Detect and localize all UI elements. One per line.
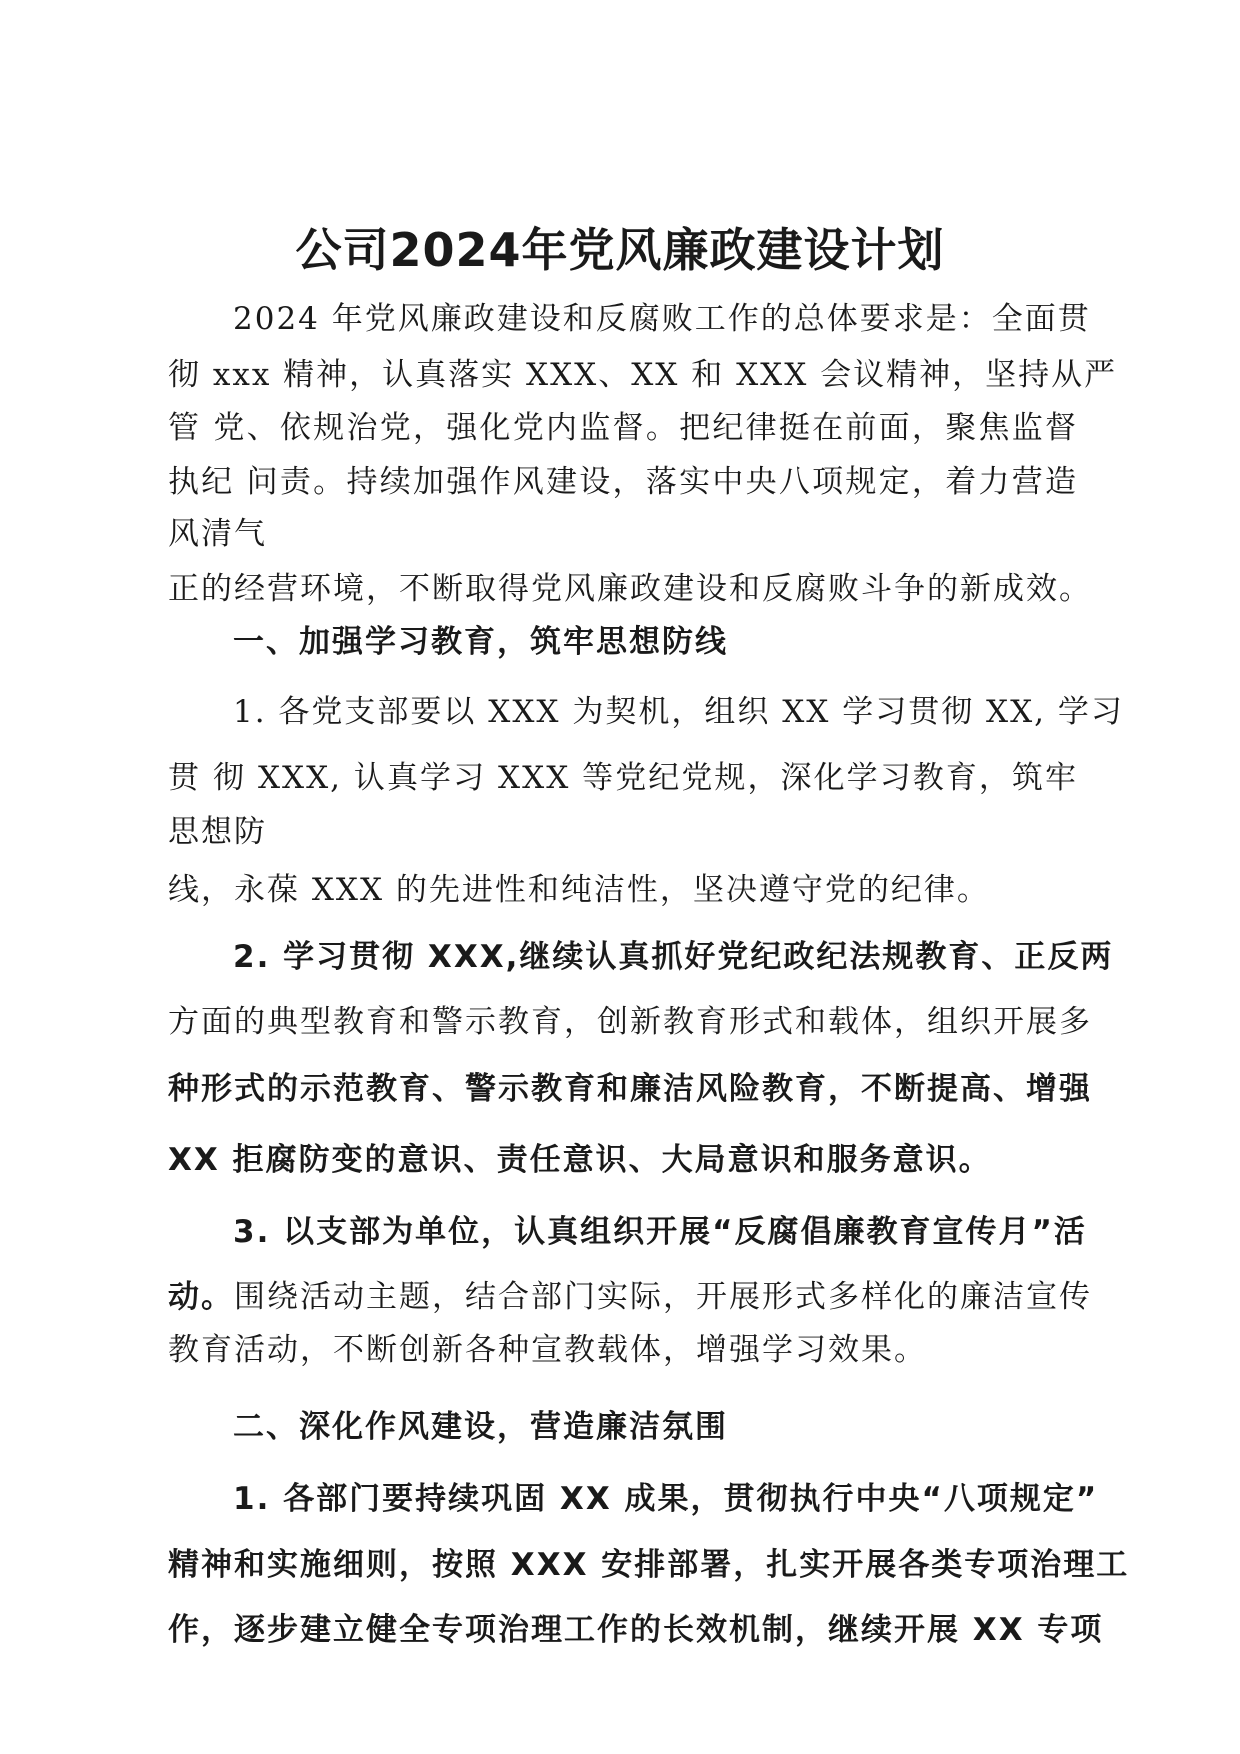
paragraph-line: 作，逐步建立健全专项治理工作的长效机制，继续开展 XX 专项 <box>168 1612 1104 1648</box>
section-heading: 二、深化作风建设，营造廉洁氛围 <box>233 1409 728 1445</box>
intro-line: 管 党、依规治党，强化党内监督。把纪律挺在前面，聚焦监督 <box>168 410 1078 446</box>
paragraph-line: 3. 以支部为单位，认真组织开展“反腐倡廉教育宣传月”活 <box>233 1214 1087 1250</box>
intro-line: 2024 年党风廉政建设和反腐败工作的总体要求是：全面贯 <box>233 301 1091 337</box>
paragraph-line: XX 拒腐防变的意识、责任意识、大局意识和服务意识。 <box>168 1142 992 1178</box>
intro-line: 彻 xxx 精神，认真落实 XXX、XX 和 XXX 会议精神，坚持从严 <box>168 357 1118 393</box>
section-heading: 一、加强学习教育，筑牢思想防线 <box>233 624 728 660</box>
paragraph-line: 贯 彻 XXX, 认真学习 XXX 等党纪党规，深化学习教育，筑牢 <box>168 760 1078 796</box>
intro-line: 执纪 问责。持续加强作风建设，落实中央八项规定，着力营造 <box>168 464 1078 500</box>
paragraph-line <box>168 1275 1092 1319</box>
paragraph-line: 1. 各部门要持续巩固 XX 成果，贯彻执行中央“八项规定” <box>233 1481 1099 1517</box>
paragraph-line: 1. 各党支部要以 XXX 为契机，组织 XX 学习贯彻 XX, 学习 <box>233 694 1124 730</box>
intro-line: 正的经营环境，不断取得党风廉政建设和反腐败斗争的新成效。 <box>168 571 1092 607</box>
paragraph-line: 2. 学习贯彻 XXX,继续认真抓好党纪政纪法规教育、正反两 <box>233 939 1114 975</box>
bold-fragment: 动。 <box>168 1279 234 1315</box>
document-title: 公司2024年党风廉政建设计划 <box>295 223 945 277</box>
paragraph-line: 方面的典型教育和警示教育，创新教育形式和载体，组织开展多 <box>168 1004 1092 1040</box>
paragraph-line: 线，永葆 XXX 的先进性和纯洁性，坚决遵守党的纪律。 <box>168 872 990 908</box>
intro-line: 风清气 <box>168 516 267 552</box>
paragraph-line: 思想防 <box>168 814 267 850</box>
text-fragment: 围绕活动主题，结合部门实际，开展形式多样化的廉洁宣传 <box>234 1279 1092 1315</box>
paragraph-line: 种形式的示范教育、警示教育和廉洁风险教育，不断提高、增强 <box>168 1071 1092 1107</box>
paragraph-line: 精神和实施细则，按照 XXX 安排部署，扎实开展各类专项治理工 <box>168 1547 1130 1583</box>
paragraph-line: 教育活动，不断创新各种宣教载体，增强学习效果。 <box>168 1332 927 1368</box>
